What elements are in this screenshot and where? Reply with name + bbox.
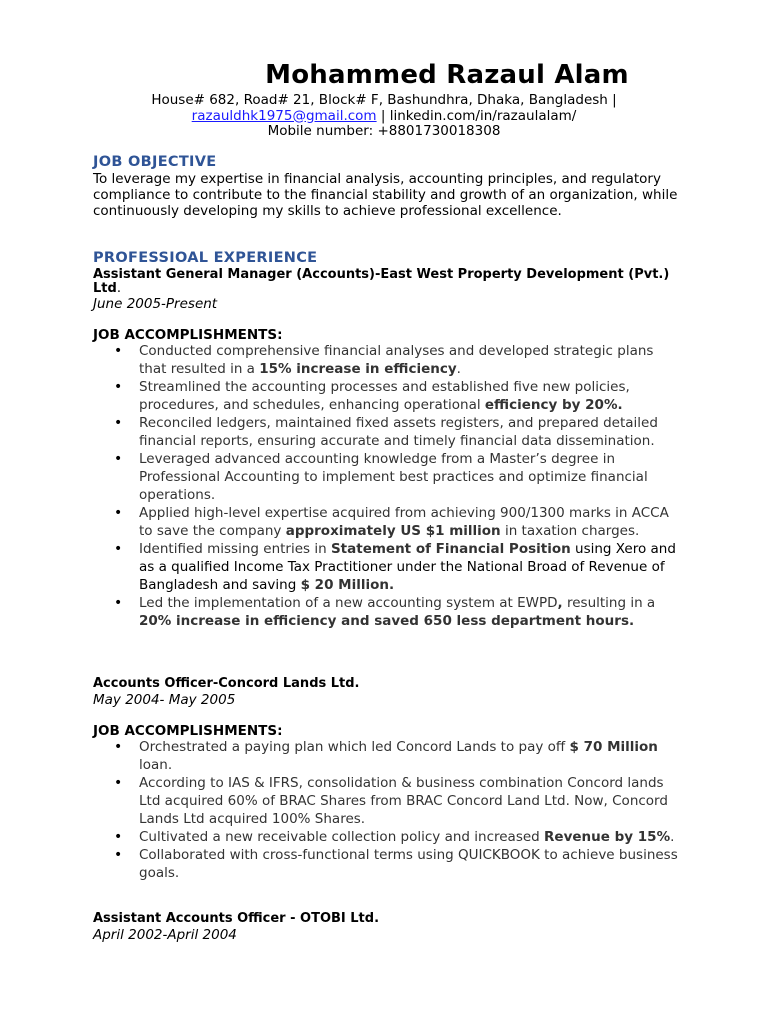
list-item: • Collaborated with cross-functional terms using QUICKBOOK to achieve business goals.: [93, 846, 683, 882]
list-item: • Leveraged advanced accounting knowledge from a Master’s degree in Professional Accounting to implement best practices and optimize financial operations.: [93, 450, 683, 504]
list-item: • According to IAS & IFRS, consolidation & business combination Concord lands Ltd acquired 60% of BRAC Shares from BRAC Concord Land Ltd. Now, Concord Lands Ltd acquired 100% Shares.: [93, 774, 683, 828]
list-item: • Applied high-level expertise acquired from achieving 900/1300 marks in ACCA to save the company approximately US $1 million in taxation charges.: [93, 504, 683, 540]
list-item: • Streamlined the accounting processes and established five new policies, procedures, and schedules, enhancing operational efficiency by 20%.: [93, 378, 683, 414]
experience-heading: PROFESSIOAL EXPERIENCE: [93, 250, 318, 266]
job-dates: April 2002-April 2004: [93, 927, 237, 943]
accomplishments-list: [93, 738, 683, 882]
candidate-name: Mohammed Razaul Alam: [265, 60, 629, 90]
job-title: Accounts Officer-Concord Lands Ltd.: [93, 676, 360, 691]
list-item: • Reconciled ledgers, maintained fixed assets registers, and prepared detailed financial reports, ensuring accurate and timely financial data dissemination.: [93, 414, 683, 450]
mobile-line: Mobile number: +8801730018308: [267, 123, 501, 139]
email-linkedin-line: [0, 109, 768, 125]
list-item: • Identified missing entries in Statement of Financial Position using Xero and as a qualified Income Tax Practitioner under the National Broad of Revenue of Bangladesh and saving $ 20 Million.: [93, 540, 683, 594]
accomplishments-heading: JOB ACCOMPLISHMENTS:: [93, 327, 283, 343]
address-line: House# 682, Road# 21, Block# F, Bashundhra, Dhaka, Bangladesh |: [151, 92, 617, 108]
list-item: • Cultivated a new receivable collection policy and increased Revenue by 15%.: [93, 828, 683, 846]
list-item: • Led the implementation of a new accounting system at EWPD, resulting in a 20% increase in efficiency and saved 650 less department hours.: [93, 594, 683, 630]
list-item: • Orchestrated a paying plan which led Concord Lands to pay off $ 70 Million loan.: [93, 738, 683, 774]
linkedin-text: | linkedin.com/in/razaulalam/: [376, 107, 577, 124]
job-dates: June 2005-Present: [93, 296, 218, 312]
objective-heading: JOB OBJECTIVE: [93, 154, 217, 170]
job-title: Assistant General Manager (Accounts)-East West Property Development (Pvt.) Ltd.: [93, 267, 670, 296]
accomplishments-list: [93, 342, 683, 630]
list-item: • Conducted comprehensive financial analyses and developed strategic plans that resulted in a 15% increase in efficiency.: [93, 342, 683, 378]
objective-text: To leverage my expertise in financial analysis, accounting principles, and regulatory compliance to contribute to the financial stability and growth of an organization, while continuously developing my skills to achieve professional excellence.: [93, 171, 678, 219]
job-title: Assistant Accounts Officer - OTOBI Ltd.: [93, 911, 380, 926]
job-dates: May 2004- May 2005: [93, 692, 236, 708]
email-link[interactable]: razauldhk1975@gmail.com: [191, 107, 377, 124]
contact-block: [0, 93, 768, 140]
accomplishments-heading: JOB ACCOMPLISHMENTS:: [93, 723, 283, 739]
